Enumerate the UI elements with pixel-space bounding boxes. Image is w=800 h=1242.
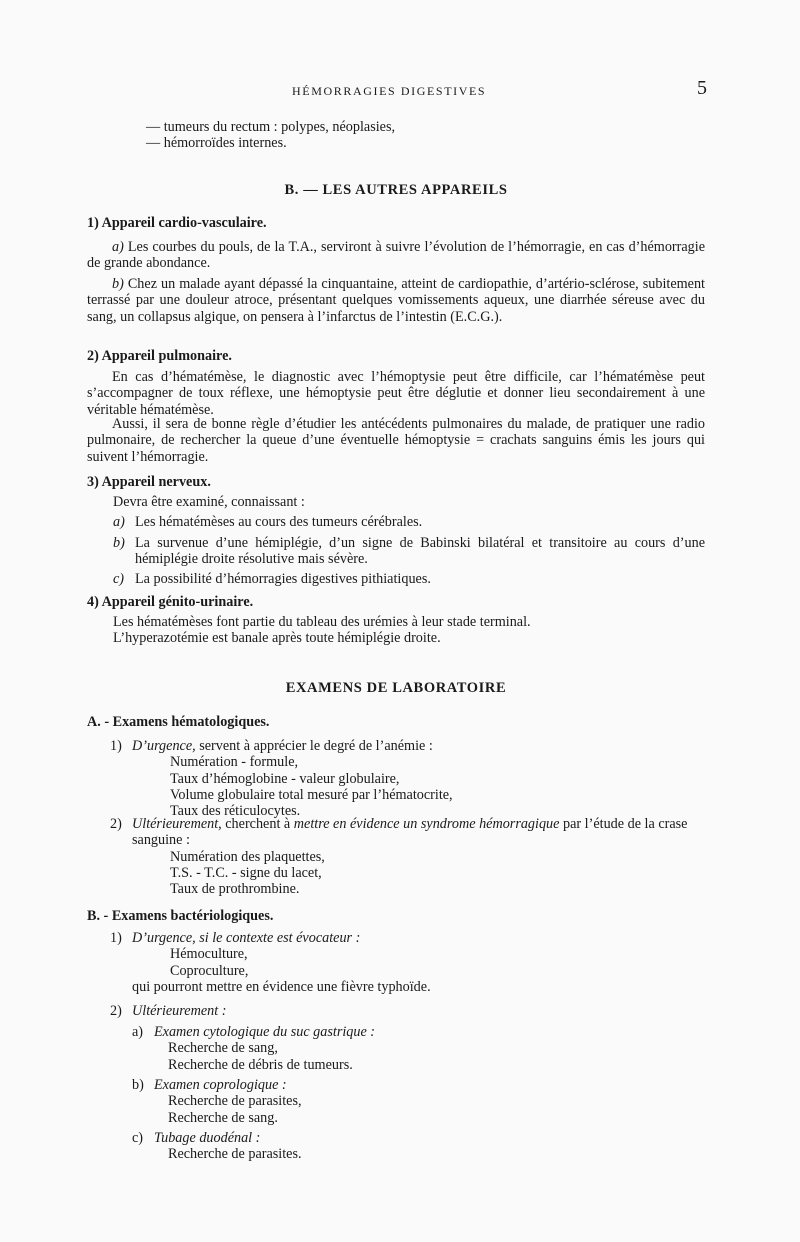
page-number: 5 (697, 77, 707, 99)
item-label: c) (132, 1130, 144, 1146)
item-lead: D’urgence, si le contexte est évocateur : (132, 930, 361, 946)
list-item: Recherche de parasites, (168, 1093, 302, 1110)
item-label: 2) (110, 816, 122, 832)
bacterio-subitem-a (132, 1024, 712, 1073)
list-item: Recherche de parasites. (168, 1146, 302, 1163)
item-emphasis: mettre en évidence un syndrome hémorragique (293, 816, 560, 832)
bacterio-item-1 (110, 930, 710, 995)
section-heading-autres-appareils: B. — LES AUTRES APPAREILS (284, 182, 508, 198)
item-label: 1) (110, 738, 122, 754)
intro-list (146, 119, 706, 152)
list-item (113, 514, 705, 530)
item-title: Examen coprologique : (154, 1077, 287, 1093)
paragraph-text: Chez un malade ayant dépassé la cinquantaine, atteint de cardiopathie, d’artério-sclérose, subitement terrassé par une douleur atroce, présentant quelques vomissements aqueux, une diarrhée séreuse avec du sang, un collapsus algique, on pensera à l’infarctus de l’intestin (E.C.G.). (87, 276, 705, 325)
list-item: Taux d’hémoglobine - valeur globulaire, (170, 770, 400, 787)
item-label: a) (112, 239, 124, 255)
subsection-heading-pulmo: 2) Appareil pulmonaire. (87, 348, 232, 364)
list-item: Coproculture, (170, 962, 249, 979)
sub-list (132, 1040, 712, 1073)
list-item: Numération des plaquettes, (170, 848, 325, 865)
paragraph-cardio-b (87, 276, 705, 325)
section-heading-laboratoire: EXAMENS DE LABORATOIRE (285, 680, 507, 696)
running-head (0, 77, 800, 100)
list-item: Numération - formule, (170, 754, 299, 771)
subsection-heading-nerveux: 3) Appareil nerveux. (87, 474, 211, 490)
item-text: Les hématémèses au cours des tumeurs cérébrales. (135, 514, 423, 531)
item-text: par l’étude de la crase sanguine : (132, 816, 688, 849)
paragraph-text: Les courbes du pouls, de la T.A., serviront à suivre l’évolution de l’hémorragie, en cas d’hémorragie de grande abondance. (87, 239, 705, 272)
paragraph-text: L’hyperazotémie est banale après toute hémiplégie droite. (113, 630, 441, 647)
item-label: 2) (110, 1003, 122, 1019)
list-item: Hémoculture, (170, 946, 248, 963)
item-label: 1) (110, 930, 122, 946)
list-item: Volume globulaire total mesuré par l’hématocrite, (170, 786, 453, 803)
sub-list (132, 1093, 712, 1126)
item-text: cherchent à (221, 816, 294, 832)
sub-list (132, 1146, 712, 1162)
subsection-heading-hemato: A. - Examens hématologiques. (87, 714, 270, 730)
item-title: Tubage duodénal : (154, 1130, 261, 1146)
sub-list (110, 946, 710, 979)
item-text: La possibilité d’hémorragies digestives pithiatiques. (135, 571, 431, 588)
item-text: La survenue d’une hémiplégie, d’un signe de Babinski bilatéral et transitoire au cours d’une hémiplégie droite résolutive mais sévère. (135, 534, 705, 567)
item-text: servent à apprécier le degré de l’anémie : (195, 738, 433, 754)
paragraph-cardio-a (87, 239, 705, 272)
bacterio-subitem-b (132, 1077, 712, 1126)
item-label: b) (132, 1077, 144, 1093)
item-label: a) (113, 514, 125, 531)
item-title: Examen cytologique du suc gastrique : (154, 1024, 376, 1040)
paragraph-text: Les hématémèses font partie du tableau des urémies à leur stade terminal. (113, 614, 531, 630)
list-item: Taux de prothrombine. (170, 881, 300, 898)
item-label: a) (132, 1024, 144, 1040)
list-item: — hémorroïdes internes. (146, 135, 287, 152)
paragraph-pulmo-2 (87, 416, 705, 465)
subsection-heading-bacterio: B. - Examens bactériologiques. (87, 908, 274, 924)
sub-list (110, 849, 710, 898)
list-item: Recherche de débris de tumeurs. (168, 1056, 353, 1073)
list-item: — tumeurs du rectum : polypes, néoplasies, (146, 119, 396, 135)
list-item: Recherche de sang, (168, 1040, 278, 1057)
list-item (113, 535, 705, 568)
item-label: b) (113, 534, 125, 551)
sub-list (110, 754, 710, 819)
list-item: Taux des réticulocytes. (170, 803, 301, 820)
paragraph-text: Devra être examiné, connaissant : (113, 494, 305, 510)
item-tail: qui pourront mettre en évidence une fièvre typhoïde. (132, 978, 431, 995)
paragraph-text: Aussi, il sera de bonne règle d’étudier les antécédents pulmonaires du malade, de pratiquer une radio pulmonaire, de rechercher la queue d’une éventuelle hémoptysie = crachats sanguins émis les jours qui suivent l’hémorragie. (87, 416, 705, 465)
paragraph-nerveux (113, 494, 705, 587)
item-lead: Ultérieurement : (132, 1003, 227, 1019)
subsection-heading-cardio: 1) Appareil cardio-vasculaire. (87, 215, 267, 231)
list-item (113, 571, 705, 587)
paragraph-pulmo-1 (87, 369, 705, 418)
hemato-item-1 (110, 738, 710, 819)
list-item: Recherche de sang. (168, 1109, 278, 1126)
hemato-item-2 (110, 816, 710, 897)
list-item: T.S. - T.C. - signe du lacet, (170, 864, 322, 881)
item-label: c) (113, 571, 125, 588)
paragraph-text: En cas d’hématémèse, le diagnostic avec l’hémoptysie peut être difficile, car l’hématémèse peut s’accompagner de toux réflexe, une hémoptysie peut être déglutie et donner lieu secondairement à une véritable hématémèse. (87, 369, 705, 418)
subsection-heading-genito: 4) Appareil génito-urinaire. (87, 594, 254, 610)
item-label: b) (112, 276, 124, 292)
bacterio-subitem-c (132, 1130, 712, 1163)
paragraph-genito (113, 614, 705, 647)
running-title: HÉMORRAGIES DIGESTIVES (292, 84, 487, 98)
bacterio-item-2 (110, 1003, 710, 1019)
item-lead: D’urgence, (132, 738, 196, 754)
item-lead: Ultérieurement, (132, 816, 222, 832)
